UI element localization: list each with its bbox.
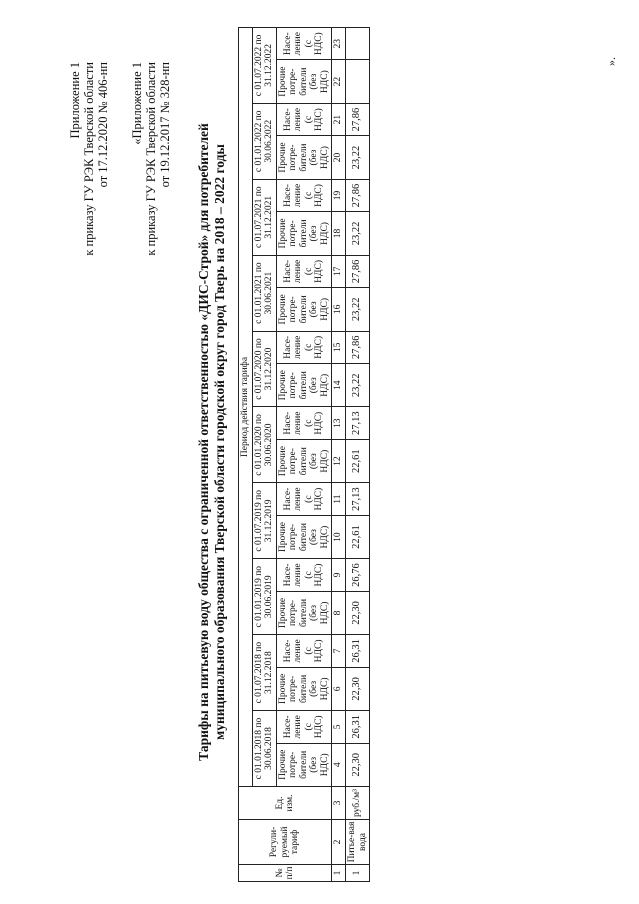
title-line: Тарифы на питьевую воду общества с ограниченной ответственностью «ДИС-Строй» для потребителей xyxy=(196,123,211,761)
column-number: 18 xyxy=(332,212,346,255)
period-header: с 01.01.2019 по 30.06.2019 xyxy=(252,559,276,635)
appendix-header-previous xyxy=(130,62,172,256)
column-number: 23 xyxy=(332,28,346,60)
column-number: 3 xyxy=(332,787,346,820)
document-title xyxy=(196,32,228,852)
rotated-document-sheet xyxy=(12,12,632,892)
appendix-header-current xyxy=(68,62,110,256)
tariff-value-cell: 22,30 xyxy=(346,591,370,634)
tariff-value-cell: 27,13 xyxy=(346,407,370,439)
tariff-value-cell: 23,22 xyxy=(346,212,370,255)
subheader-other-consumers: Прочие потре-бители (без НДС) xyxy=(276,591,332,634)
tariff-value-cell: 22,30 xyxy=(346,667,370,710)
tariff-value-cell: 23,22 xyxy=(346,288,370,331)
subheader-other-consumers: Прочие потре-бители (без НДС) xyxy=(276,743,332,786)
col-header-period: Период действия тарифа xyxy=(239,28,253,787)
tariff-value-cell: 22,61 xyxy=(346,439,370,482)
header-line: Приложение 1 xyxy=(68,62,82,139)
column-number: 10 xyxy=(332,515,346,558)
column-number-row xyxy=(332,28,346,882)
subheader-other-consumers: Прочие потре-бители (без НДС) xyxy=(276,667,332,710)
column-number: 20 xyxy=(332,136,346,179)
column-number: 8 xyxy=(332,591,346,634)
row-name: Питье-вая вода xyxy=(346,820,370,865)
period-header: с 01.01.2022 по 30.06.2022 xyxy=(252,103,276,179)
tariff-value-cell xyxy=(346,60,370,103)
column-number: 13 xyxy=(332,407,346,439)
tariff-value-cell: 27,86 xyxy=(346,103,370,135)
column-number: 16 xyxy=(332,288,346,331)
subheader-population: Насе-ление (с НДС) xyxy=(276,559,332,591)
tariff-value-cell: 23,22 xyxy=(346,364,370,407)
column-number: 19 xyxy=(332,179,346,211)
tariff-value-cell: 26,31 xyxy=(346,711,370,743)
column-number: 1 xyxy=(332,865,346,882)
col-header-unit: Ед. изм. xyxy=(239,787,332,820)
tariff-value-cell: 23,22 xyxy=(346,136,370,179)
tariff-value-cell: 27,13 xyxy=(346,483,370,515)
period-header: с 01.07.2020 по 31.12.2020 xyxy=(252,331,276,407)
tariff-value-cell: 22,61 xyxy=(346,515,370,558)
col-header-tariff: Регули-руемый тариф xyxy=(239,820,332,865)
subheader-row xyxy=(276,28,332,882)
column-number: 9 xyxy=(332,559,346,591)
tariff-value-cell: 27,86 xyxy=(346,179,370,211)
subheader-population: Насе-ление (с НДС) xyxy=(276,331,332,363)
subheader-population: Насе-ление (с НДС) xyxy=(276,28,332,60)
tariff-table xyxy=(238,27,370,882)
tariff-value-cell: 27,86 xyxy=(346,331,370,363)
title-line: муниципального образования Тверской области городской округ город Тверь на 2018 – 2022 годы xyxy=(212,144,227,740)
tariff-value-cell: 26,31 xyxy=(346,635,370,667)
subheader-other-consumers: Прочие потре-бители (без НДС) xyxy=(276,439,332,482)
column-number: 4 xyxy=(332,743,346,786)
subheader-other-consumers: Прочие потре-бители (без НДС) xyxy=(276,212,332,255)
column-number: 6 xyxy=(332,667,346,710)
column-number: 14 xyxy=(332,364,346,407)
column-number: 2 xyxy=(332,820,346,865)
row-number: 1 xyxy=(346,865,370,882)
period-header: с 01.07.2021 по 31.12.2021 xyxy=(252,179,276,255)
period-row xyxy=(252,28,276,882)
period-header: с 01.01.2018 по 30.06.2018 xyxy=(252,711,276,787)
subheader-other-consumers: Прочие потре-бители (без НДС) xyxy=(276,288,332,331)
subheader-population: Насе-ление (с НДС) xyxy=(276,255,332,287)
column-number: 21 xyxy=(332,103,346,135)
col-header-number: № п/п xyxy=(239,865,332,882)
subheader-population: Насе-ление (с НДС) xyxy=(276,635,332,667)
table-row xyxy=(346,28,370,882)
period-header: с 01.01.2020 по 30.06.2020 xyxy=(252,407,276,483)
subheader-population: Насе-ление (с НДС) xyxy=(276,407,332,439)
period-header: с 01.07.2019 по 31.12.2019 xyxy=(252,483,276,559)
tariff-value-cell xyxy=(346,28,370,60)
column-number: 22 xyxy=(332,60,346,103)
tariff-value-cell: 22,30 xyxy=(346,743,370,786)
header-line: от 19.12.2017 № 328-нп xyxy=(158,62,172,188)
column-number: 5 xyxy=(332,711,346,743)
subheader-population: Насе-ление (с НДС) xyxy=(276,483,332,515)
header-line: «Приложение 1 xyxy=(130,62,144,145)
closing-quote-mark: ». xyxy=(604,57,618,66)
period-header: с 01.07.2022 по 31.12.2022 xyxy=(252,28,276,104)
header-line: к приказу ГУ РЭК Тверской области xyxy=(144,62,158,256)
subheader-other-consumers: Прочие потре-бители (без НДС) xyxy=(276,136,332,179)
column-number: 7 xyxy=(332,635,346,667)
tariff-value-cell: 27,86 xyxy=(346,255,370,287)
row-unit: руб./м³ xyxy=(346,787,370,820)
column-number: 11 xyxy=(332,483,346,515)
subheader-other-consumers: Прочие потре-бители (без НДС) xyxy=(276,60,332,103)
column-number: 15 xyxy=(332,331,346,363)
tariff-value-cell: 26,76 xyxy=(346,559,370,591)
period-header: с 01.07.2018 по 31.12.2018 xyxy=(252,635,276,711)
subheader-other-consumers: Прочие потре-бители (без НДС) xyxy=(276,364,332,407)
column-number: 12 xyxy=(332,439,346,482)
header-line: к приказу ГУ РЭК Тверской области xyxy=(82,62,96,256)
period-header: с 01.01.2021 по 30.06.2021 xyxy=(252,255,276,331)
subheader-population: Насе-ление (с НДС) xyxy=(276,711,332,743)
subheader-population: Насе-ление (с НДС) xyxy=(276,179,332,211)
subheader-other-consumers: Прочие потре-бители (без НДС) xyxy=(276,515,332,558)
subheader-population: Насе-ление (с НДС) xyxy=(276,103,332,135)
column-number: 17 xyxy=(332,255,346,287)
header-line: от 17.12.2020 № 406-нп xyxy=(96,62,110,188)
